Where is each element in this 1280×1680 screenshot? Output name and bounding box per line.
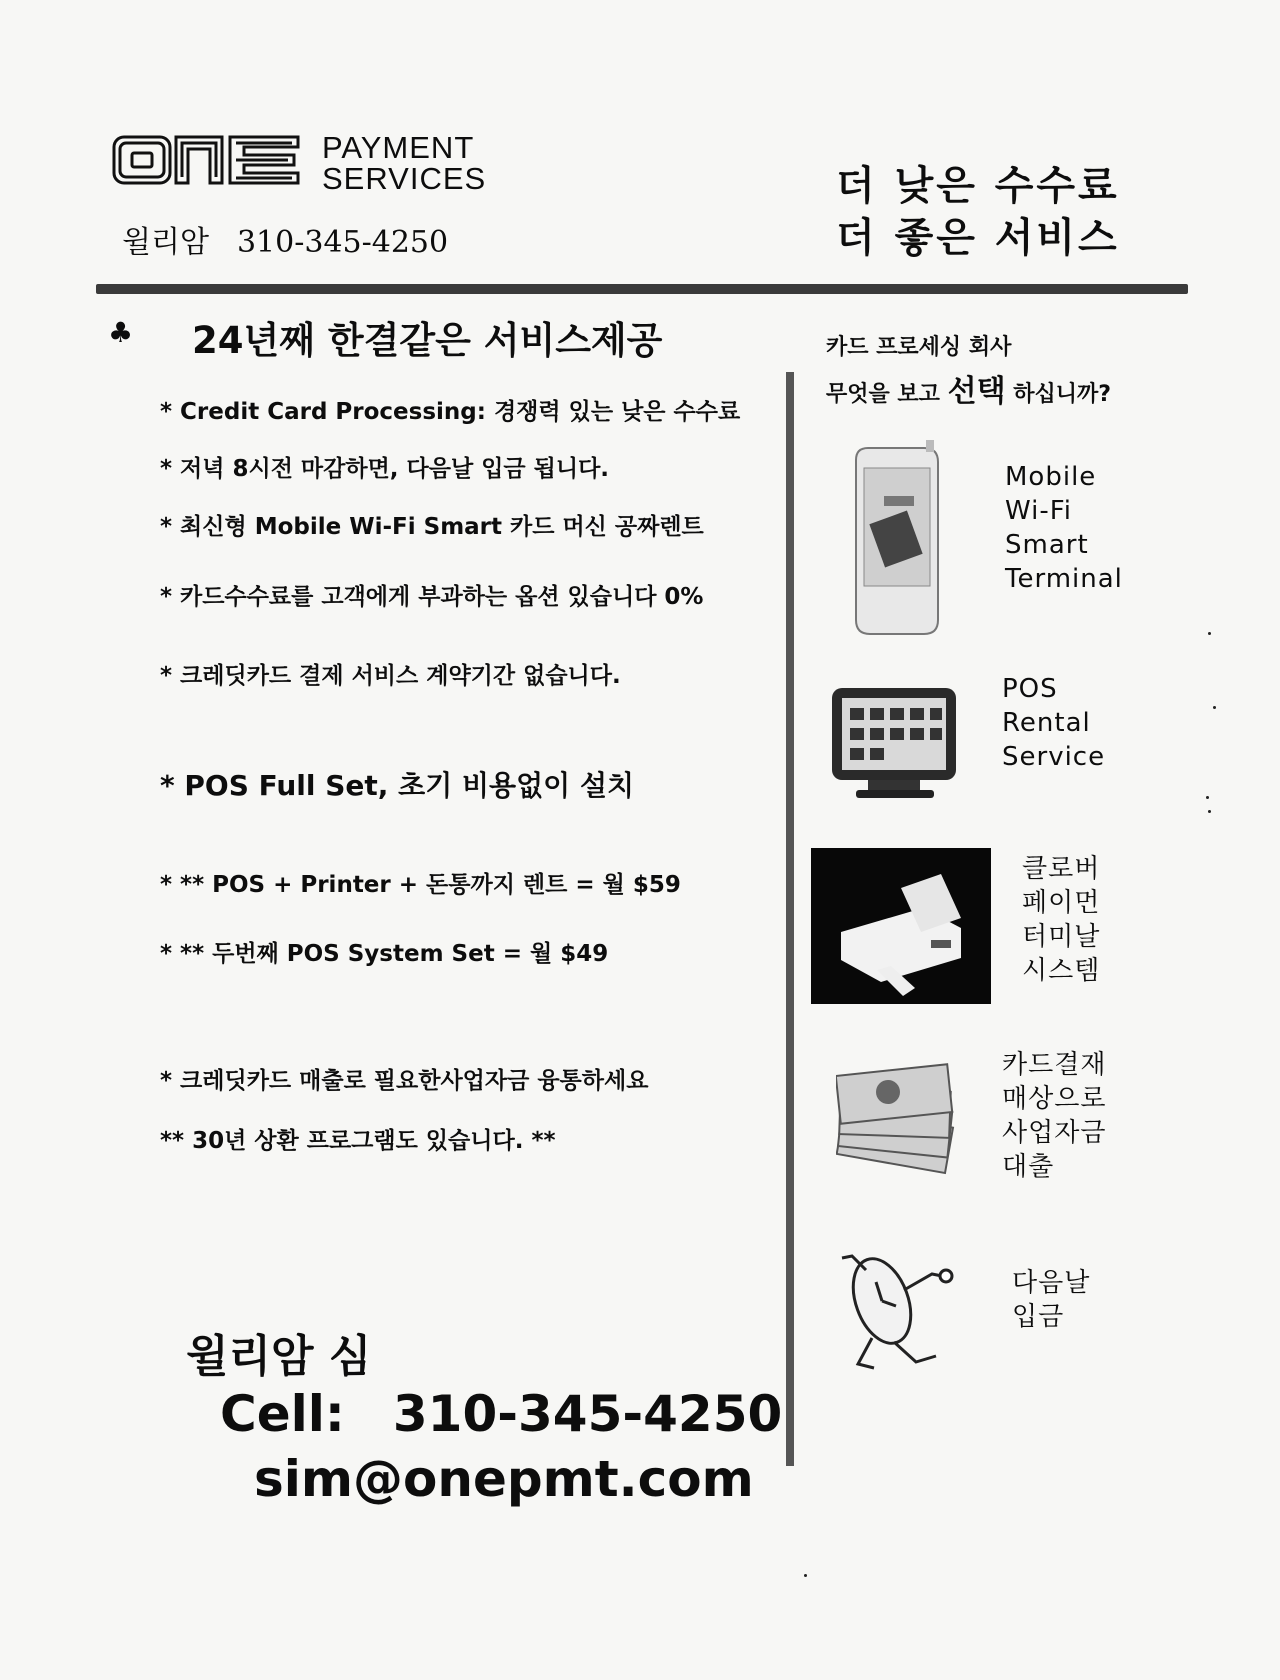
feature-line: 매상으로 [1002,1084,1107,1114]
logo-wordmark [322,132,486,194]
feature-next-day [1012,1266,1090,1334]
feature-pos-rental [1002,672,1105,774]
feature-line: POS [1002,674,1058,704]
column-divider [786,372,794,1466]
feature-line: 사업자금 [1002,1118,1107,1148]
header-divider [96,284,1188,294]
bullet-next-day-deposit: * 저녁 8시전 마감하면, 다음날 입금 됩니다. [160,456,610,482]
header-contact [122,217,448,261]
feature-line: 터미날 [1022,922,1101,952]
pos-monitor-icon [830,686,960,810]
scan-speck [804,1574,807,1577]
contact-full-name: 윌리암 심 [186,1331,372,1382]
question-line-1: 카드 프로세싱 회사 [826,335,1012,360]
mobile-terminal-icon [846,440,946,644]
cell-label: Cell: [220,1385,345,1443]
question-pre: 무엇을 보고 [826,382,948,407]
contact-name: 윌리암 [122,225,209,260]
headline: 24년째 한결같은 서비스제공 [192,319,663,362]
feature-line: 페이먼 [1022,888,1101,918]
feature-line: 다음날 [1012,1268,1091,1298]
clover-terminal-icon [811,848,991,1008]
bullet-business-funding: * 크레딧카드 매출로 필요한사업자금 융통하세요 [160,1068,649,1094]
scan-speck [1208,810,1211,813]
bullet-card-processing: * Credit Card Processing: 경쟁력 있는 낮은 수수료 [160,399,741,425]
feature-line: Terminal [1005,564,1123,594]
feature-line: 입금 [1012,1302,1065,1332]
feature-line: 시스템 [1022,956,1101,986]
running-clock-icon [832,1246,972,1380]
feature-mobile-terminal [1005,460,1123,596]
bullet-pos-rent-59: * ** POS + Printer + 돈통까지 렌트 = 월 $59 [160,872,681,898]
bullet-pos-full-set: * POS Full Set, 초기 비용없이 설치 [160,769,635,802]
feature-clover [1022,852,1100,988]
feature-line: Smart [1005,530,1089,560]
email-address: sim@onepmt.com [254,1450,754,1508]
cash-stack-icon [836,1060,956,1184]
company-logo [112,133,302,193]
cell-number: 310-345-4250 [392,1385,783,1443]
bullet-mobile-terminal: * 최신형 Mobile Wi-Fi Smart 카드 머신 공짜렌트 [160,514,704,540]
question-post: 하십니까? [1005,382,1111,407]
question-emphasis: 선택 [947,374,1006,409]
logo-line-payment: PAYMENT [322,130,475,165]
logo-one-mark [112,133,302,189]
feature-line: 클로버 [1022,854,1101,884]
bullet-second-pos-49: * ** 두번째 POS System Set = 월 $49 [160,941,609,967]
feature-business-loan [1002,1048,1106,1184]
feature-line: Mobile [1005,462,1097,492]
bullet-30yr-program: ** 30년 상환 프로그램도 있습니다. ** [160,1128,556,1154]
scan-speck [1206,796,1209,799]
feature-line: Service [1002,742,1106,772]
feature-line: Rental [1002,708,1091,738]
feature-line: 대출 [1002,1152,1055,1182]
contact-phone: 310-345-4250 [236,225,449,260]
scan-speck [1208,632,1211,635]
feature-line: Wi-Fi [1005,496,1073,526]
bullet-no-contract: * 크레딧카드 결제 서비스 계약기간 없습니다. [160,663,621,689]
cell-contact [220,1385,782,1443]
feature-line: 카드결재 [1002,1050,1107,1080]
bullet-surcharge-option: * 카드수수료를 고객에게 부과하는 옵션 있습니다 0% [160,584,704,610]
logo-line-services: SERVICES [322,161,487,196]
slogan [836,160,1120,264]
question-line-2 [826,366,1111,410]
slogan-line-1: 더 낮은 수수료 [836,163,1120,209]
scan-speck [1213,706,1216,709]
club-icon: ♣ [108,316,134,349]
slogan-line-2: 더 좋은 서비스 [836,215,1120,261]
